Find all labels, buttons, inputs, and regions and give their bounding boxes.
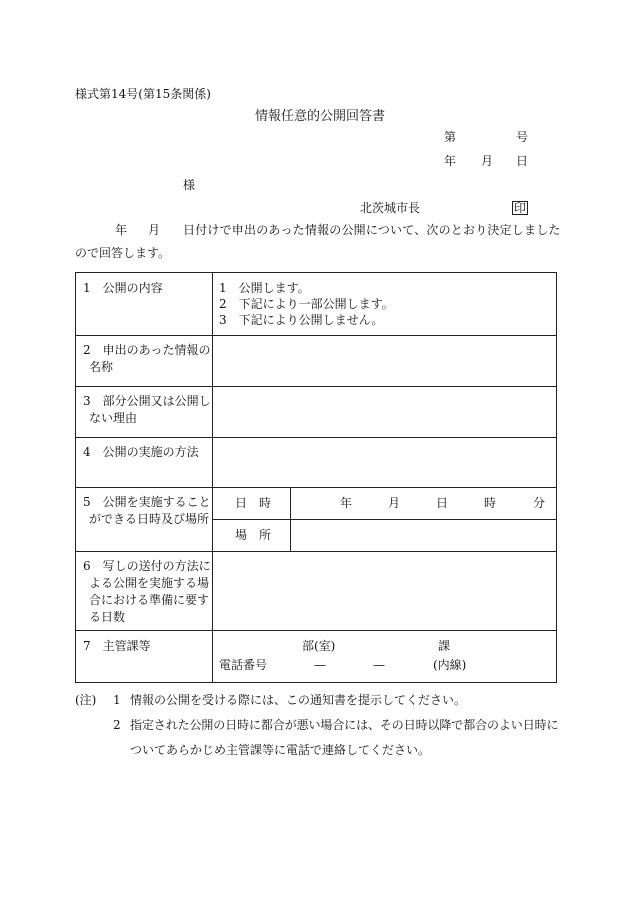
disclosure-form-table xyxy=(75,272,557,683)
row-divider xyxy=(76,487,556,488)
issuer-name: 北茨城市長 xyxy=(360,201,421,215)
row-2-label-line2: 名称 xyxy=(89,360,114,374)
row-3-label-line1: 3 部分公開又は公開し xyxy=(83,394,211,408)
datetime-label-divider xyxy=(290,487,291,551)
note-1-text: 情報の公開を受ける際には、この通知書を提示してください。 xyxy=(130,693,467,707)
row-1-label: 1 公開の内容 xyxy=(83,281,163,295)
row-7-label: 7 主管課等 xyxy=(83,639,151,653)
phone-label: 電話番号 xyxy=(219,658,268,672)
row-6-label-line2: よる公開を実施する場 xyxy=(89,576,210,590)
date-month: 月 xyxy=(481,154,494,168)
row-divider xyxy=(76,437,556,438)
note-2-continuation: ついてあらかじめ主管課等に電話で連絡してください。 xyxy=(130,743,431,757)
row-6-label-line4: る日数 xyxy=(89,610,126,624)
row-3-label-line2: ない理由 xyxy=(89,411,138,425)
place-label: 場 所 xyxy=(235,528,272,542)
row-5-label-line2: ができる日時及び場所 xyxy=(89,512,210,526)
section-field: 課 xyxy=(438,639,451,653)
row-divider xyxy=(76,335,556,336)
note-1-number: 1 xyxy=(113,693,121,707)
extension-field: (内線) xyxy=(433,658,467,672)
row-5-label-line1: 5 公開を実施すること xyxy=(83,495,211,509)
datetime-label: 日 時 xyxy=(235,496,272,510)
row-4-label: 4 公開の実施の方法 xyxy=(83,445,199,459)
intro-year: 年 xyxy=(115,223,128,237)
row-1-option-3: 3 下記により公開しません。 xyxy=(219,313,384,327)
row-6-label-line3: 合における準備に要す xyxy=(89,593,210,607)
intro-text-line2: ので回答します。 xyxy=(75,246,171,260)
addressee-suffix: 様 xyxy=(183,178,196,192)
intro-month: 月 xyxy=(148,223,161,237)
department-field: 部(室) xyxy=(302,639,336,653)
row-1-option-2: 2 下記により一部公開します。 xyxy=(219,297,394,311)
doc-number-suffix: 号 xyxy=(516,130,529,144)
row-divider xyxy=(76,386,556,387)
row-6-label-line1: 6 写しの送付の方法に xyxy=(83,559,211,573)
date-day: 日 xyxy=(516,154,529,168)
datetime-day: 日 xyxy=(436,496,449,510)
document-title: 情報任意的公開回答書 xyxy=(255,109,386,124)
datetime-minute: 分 xyxy=(533,496,546,510)
date-year: 年 xyxy=(444,154,457,168)
row-2-label-line1: 2 申出のあった情報の xyxy=(83,343,211,357)
phone-dash-1: — xyxy=(314,658,326,672)
row-1-option-1: 1 公開します。 xyxy=(219,281,310,295)
seal-mark: 印 xyxy=(514,201,527,215)
notes-prefix: (注) xyxy=(75,693,97,707)
row-divider xyxy=(76,630,556,631)
row-divider xyxy=(76,551,556,552)
phone-dash-2: — xyxy=(373,658,385,672)
form-number: 様式第14号(第15条関係) xyxy=(75,87,211,101)
datetime-place-divider xyxy=(212,519,556,520)
doc-number-prefix: 第 xyxy=(444,130,457,144)
intro-text-line1: 日付けで申出のあった情報の公開について、次のとおり決定しました xyxy=(183,223,561,237)
datetime-hour: 時 xyxy=(484,496,497,510)
note-2-number: 2 xyxy=(113,718,121,732)
datetime-year: 年 xyxy=(340,496,353,510)
note-2-text: 指定された公開の日時に都合が悪い場合には、その日時以降で都合のよい日時に xyxy=(130,718,559,732)
datetime-month: 月 xyxy=(388,496,401,510)
